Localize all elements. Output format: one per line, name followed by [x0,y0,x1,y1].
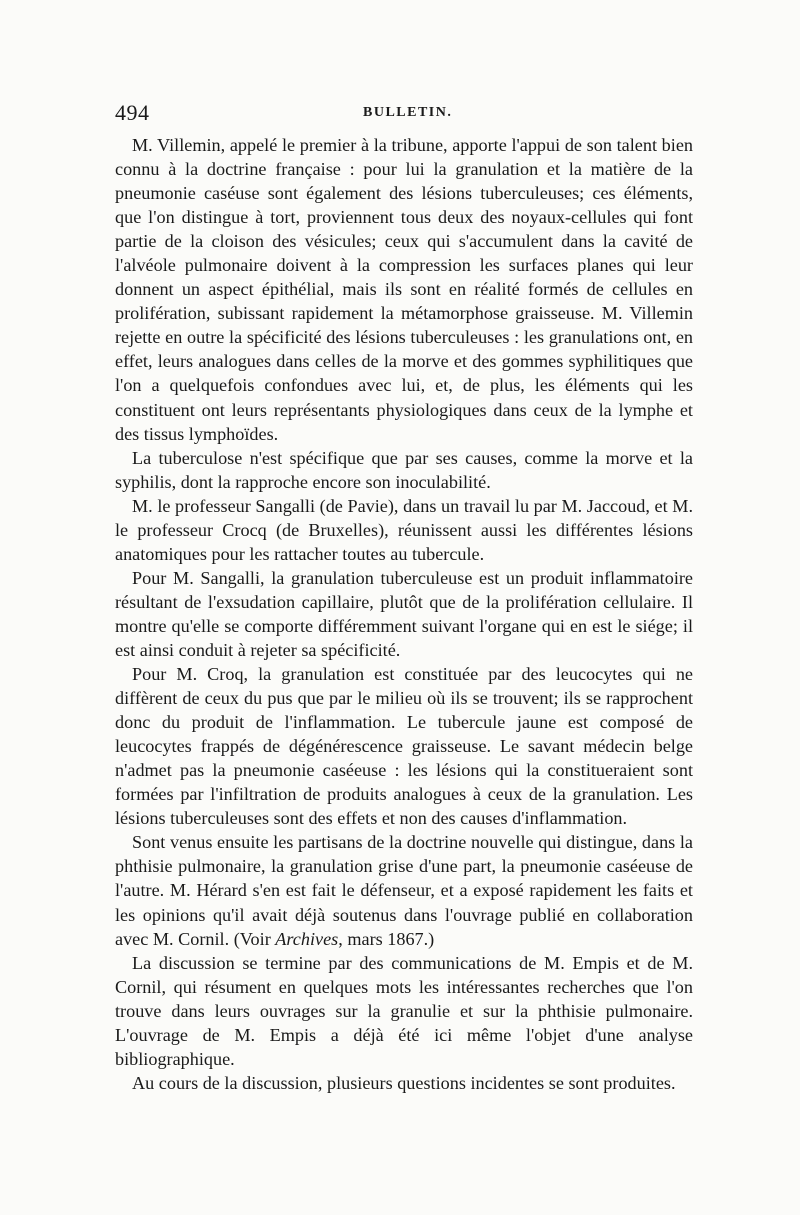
page-number: 494 [115,100,150,125]
paragraph-empis-cornil: La discussion se termine par des communications de M. Empis et de M. Cornil, qui résument en quelques mots les intéressantes recherches que l'on trouve dans leurs ouvrages sur la granulie et sur la phthisie pulmonaire. L'ouvrage de M. Empis a déjà été ici même l'objet d'une analyse bibliographique. [115,952,693,1069]
paragraph-villemin: M. Villemin, appelé le premier à la tribune, apporte l'appui de son talent bien connu à la doctrine française : pour lui la granulation et la matière de la pneumonie caséuse sont également des lésions tuberculeuses; ces éléments, que l'on distingue à tort, proviennent tous deux des noyaux-cellules qui font partie de la cloison des vésicules; ceux qui s'accumulent dans la cavité de l'alvéole pulmonaire doivent à la compression les surfaces planes qui leur donnent un aspect épithélial, mais ils sont en réalité formés de cellules en prolifération, subissant rapidement la métamorphose graisseuse. M. Villemin rejette en outre la spécificité des lésions tuberculeuses : les granulations ont, en effet, leurs analogues dans celles de la morve et des gommes syphilitiques que l'on a quelquefois confondues avec lui, et, de plus, les éléments qui les constituent ont leurs représentants physiologiques dans ceux de la lymphe et des tissus lymphoïdes. [115,135,693,444]
archives-citation: Archives [275,928,339,949]
running-head [115,100,693,130]
paragraph-sangalli: Pour M. Sangalli, la granulation tuberculeuse est un produit inflammatoire résultant de l'exsudation capillaire, plutôt que de la prolifération cellulaire. Il montre qu'elle se comporte différemment suivant l'organe qui en est le siége; il est ainsi conduit à rejeter sa spécificité. [115,567,693,660]
paragraph-tuberculose: La tuberculose n'est spécifique que par ses causes, comme la morve et la syphilis, dont la rapproche encore son inoculabilité. [115,447,693,492]
running-title: BULLETIN. [363,105,453,120]
paragraph-sangalli-crocq: M. le professeur Sangalli (de Pavie), dans un travail lu par M. Jaccoud, et M. le professeur Crocq (de Bruxelles), réunissent aussi les différentes lésions anatomiques pour les rattacher toutes au tubercule. [115,495,693,564]
paragraph-doctrine-nouvelle [115,830,693,950]
paragraph-croq: Pour M. Croq, la granulation est constituée par des leucocytes qui ne diffèrent de ceux du pus que par le milieu où ils se trouvent; ils se rapprochent donc du produit de l'inflammation. Le tubercule jaune est composé de leucocytes frappés de dégénérescence graisseuse. Le savant médecin belge n'admet pas la pneumonie caséeuse : les lésions qui la constitueraient sont formées par l'infiltration de produits analogues à ceux de la granulation. Les lésions tuberculeuses sont des effets et non des causes d'inflammation. [115,664,693,829]
body-text [115,133,693,1095]
paragraph-doctrine-text: Sont venus ensuite les partisans de la doctrine nouvelle qui distingue, dans la phthisie pulmonaire, la granulation grise d'une part, la pneumonie caséeuse de l'autre. M. Hérard s'en est fait le défenseur, et a exposé rapidement les faits et les opinions qu'il avait déjà soutenus dans l'ouvrage publié en collaboration avec M. Cornil. (Voir [115,832,693,949]
paragraph-doctrine-date: , mars 1867.) [338,928,435,949]
paragraph-questions: Au cours de la discussion, plusieurs questions incidentes se sont produites. [132,1072,676,1093]
